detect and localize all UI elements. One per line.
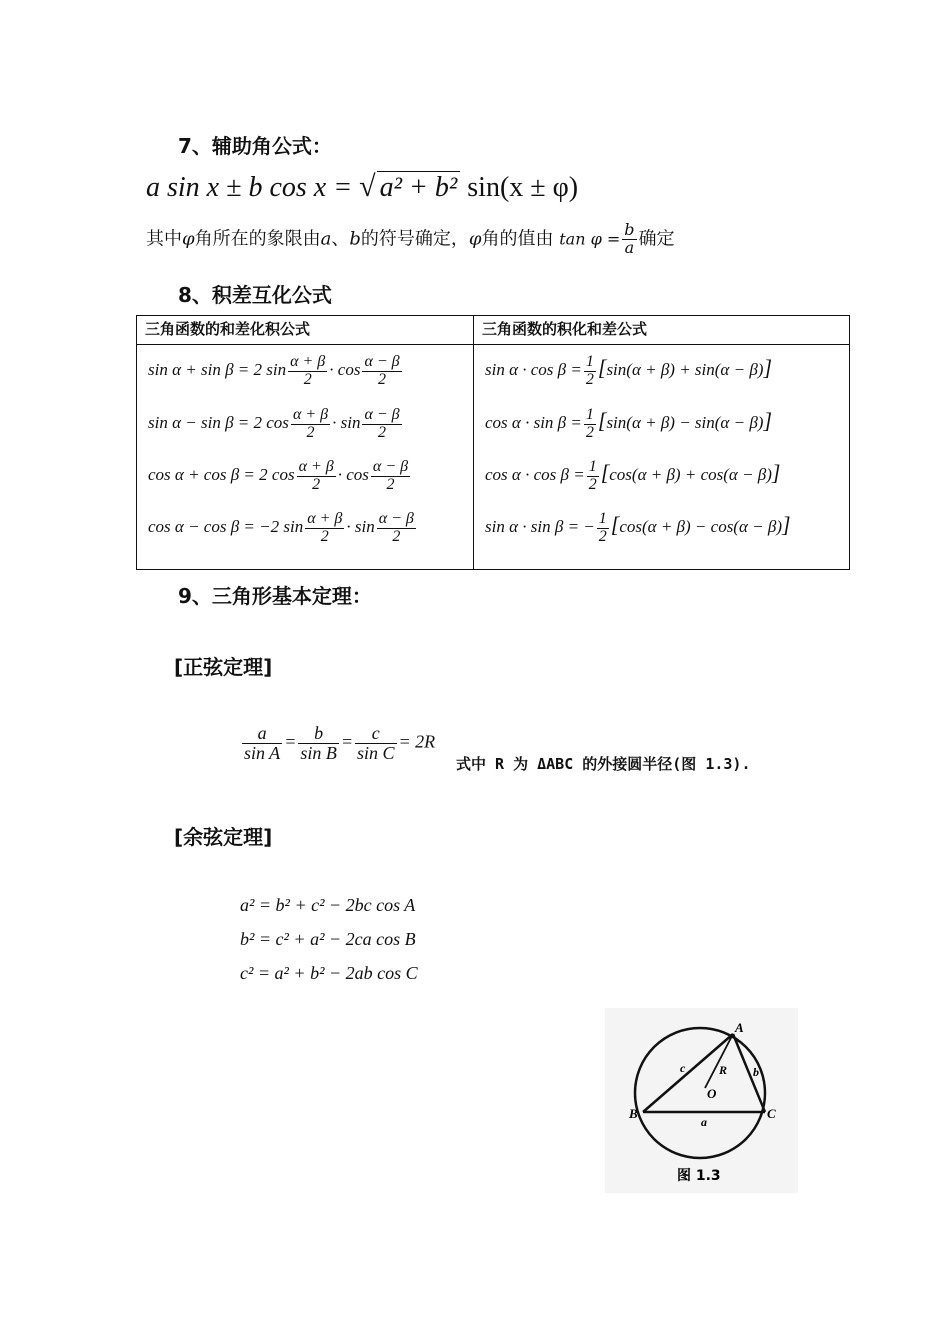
- cosine-law-line: b² = c² + a² − 2ca cos B: [240, 929, 416, 949]
- note-text: 的符号确定，: [360, 228, 469, 250]
- col-header-product-to-sum: 三角函数的积化和差公式: [474, 316, 850, 345]
- auxiliary-angle-note: [146, 222, 675, 257]
- radius-R: [705, 1034, 733, 1088]
- sum-to-product-cell: [138, 346, 472, 568]
- product-to-sum-cell: [475, 346, 848, 568]
- side-label-c: c: [680, 1061, 686, 1075]
- vertex-label-C: C: [767, 1106, 776, 1121]
- identity-table: [136, 315, 850, 570]
- sine-law-title: [正弦定理]: [174, 655, 273, 679]
- figure-1-3: [605, 1008, 798, 1193]
- cosine-law-formulas: [240, 888, 418, 990]
- note-text: 确定: [638, 228, 675, 250]
- sine-law-formula: $\frac{a}{\text{sin A}}$ = $\frac{b}{\text{sin B}}$ = $\frac{c}{\text{sin C}}$ = 2R: [244, 723, 436, 763]
- formula-radicand: a² + b²: [377, 171, 461, 204]
- sum-to-product-row: cos α − cos β = −2 sin $\frac{\alpha + \beta}{2}$ · sin $\frac{\alpha - \beta}{2}$: [148, 510, 414, 545]
- section-8-heading: 8、积差互化公式: [178, 283, 332, 307]
- col-header-sum-to-product: 三角函数的和差化积公式: [137, 316, 474, 345]
- var-a: a: [320, 228, 332, 250]
- section-7-heading: 7、辅助角公式：: [178, 134, 332, 158]
- product-to-sum-row: cos α · cos β = $\frac{1}{2}$ [cos(α + β) + cos(α − β)]: [485, 458, 781, 493]
- side-label-b: b: [753, 1065, 759, 1079]
- figure-caption: 图 1.3: [677, 1168, 721, 1184]
- auxiliary-angle-formula: a sin x ± b cos x = √ a² + b² sin(x ± φ): [146, 170, 579, 203]
- cosine-law-line: a² = b² + c² − 2bc cos A: [240, 895, 416, 915]
- side-label-a: a: [701, 1115, 707, 1129]
- sine-law-note: 式中 R 为 ΔABC 的外接圆半径(图 1.3).: [456, 755, 751, 773]
- section-9-heading: 9、三角形基本定理：: [178, 584, 372, 608]
- sum-to-product-row: sin α − sin β = 2 cos $\frac{\alpha + \beta}{2}$ · sin $\frac{\alpha - \beta}{2}$: [148, 406, 400, 441]
- note-text: 其中: [146, 228, 182, 250]
- vertex-label-A: A: [735, 1020, 744, 1035]
- phi-symbol: φ: [182, 228, 195, 250]
- vertex-label-B: B: [629, 1106, 638, 1121]
- sum-to-product-row: cos α + cos β = 2 cos $\frac{\alpha + \beta}{2}$ · cos $\frac{\alpha - \beta}{2}$: [148, 458, 409, 493]
- tan-fraction: $\frac{b}{a}$: [624, 220, 635, 257]
- cosine-law-line: c² = a² + b² − 2ab cos C: [240, 963, 418, 983]
- radius-label-R: R: [719, 1063, 728, 1077]
- formula-rhs: sin(x ± φ): [467, 172, 579, 203]
- product-to-sum-row: sin α · sin β = − $\frac{1}{2}$ [cos(α + β) − cos(α − β)]: [485, 510, 791, 545]
- cosine-law-title: [余弦定理]: [174, 825, 273, 849]
- phi-symbol: φ: [468, 228, 482, 250]
- note-text: 角所在的象限由: [194, 228, 321, 250]
- product-to-sum-row: sin α · cos β = $\frac{1}{2}$ [sin(α + β) + sin(α − β)]: [485, 353, 773, 388]
- center-label-O: O: [707, 1086, 717, 1101]
- note-text: 角的值由: [481, 228, 554, 250]
- side-b: [733, 1034, 765, 1112]
- circumcircle: [635, 1028, 765, 1158]
- sum-to-product-row: sin α + sin β = 2 sin $\frac{\alpha + \beta}{2}$ · cos $\frac{\alpha - \beta}{2}$: [148, 353, 400, 388]
- tan-label: tan φ =: [559, 229, 621, 249]
- circumcircle-diagram: [605, 1008, 798, 1193]
- var-b: b: [349, 228, 361, 250]
- note-text: 、: [331, 228, 350, 250]
- formula-lhs: a sin x ± b cos x =: [146, 172, 353, 203]
- product-to-sum-row: cos α · sin β = $\frac{1}{2}$ [sin(α + β) − sin(α − β)]: [485, 406, 773, 441]
